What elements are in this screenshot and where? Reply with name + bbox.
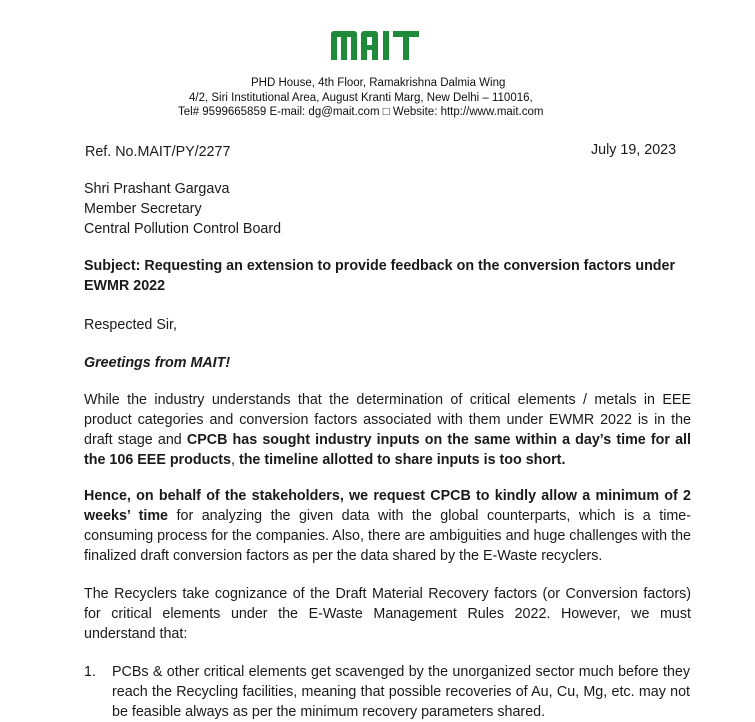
list-item-text: PCBs & other critical elements get scavenged by the unorganized sector much before they reach the Recycling facilities, meaning that possible recoveries of Au, Cu, Mg, etc. may not be feasible always as per the minimum recovery parameters shared. [112,664,690,720]
p1-text-c: , [230,452,239,468]
list-item-number: 1. [84,664,96,680]
p2-text-b: for analyzing the given data with the global counterparts, which is a time-consuming process for the companies. Also, there are ambiguities and huge challenges with the finalized draft conversion factors as per the data shared by the E-Waste recyclers. [84,508,691,564]
greeting: Greetings from MAIT! [84,355,231,371]
addressee-title: Member Secretary [84,201,202,217]
subject-line: Subject: Requesting an extension to provide feedback on the conversion factors under EWMR 2022 [84,258,676,294]
reference-number: Ref. No.MAIT/PY/2277 [85,144,231,160]
address-line-3: Tel# 9599665859 E-mail: dg@mait.com □ Website: http://www.mait.com [178,106,544,118]
salutation: Respected Sir, [84,317,177,333]
addressee-name: Shri Prashant Gargava [84,181,230,197]
p1-text-b: CPCB has sought industry inputs on the same within a day’s time for all the 106 EEE products [84,432,691,468]
address-line-1: PHD House, 4th Floor, Ramakrishna Dalmia Wing [251,77,506,89]
address-line-2: 4/2, Siri Institutional Area, August Kranti Marg, New Delhi – 110016, [189,92,533,104]
letter-date: July 19, 2023 [591,142,677,158]
p1-text-d: the timeline allotted to share inputs is too short. [238,452,566,468]
addressee-organization: Central Pollution Control Board [84,221,282,237]
paragraph-2 [84,486,691,566]
p2-text-a: Hence, on behalf of the stakeholders, we request CPCB to kindly allow a minimum of 2 weeks’ time [84,488,691,524]
addressee-block [84,179,281,239]
p1-text-a: While the industry understands that the determination of critical elements / metals in EEE product categories and conversion factors associated with them under EWMR 2022 is in the draft stage and [84,392,691,448]
paragraph-1 [84,390,691,470]
paragraph-3: The Recyclers take cognizance of the Draft Material Recovery factors (or Conversion factors) for critical elements under the E-Waste Management Rules 2022. However, we must understand that: [84,586,691,642]
mait-logo-graphic [330,28,422,62]
mait-logo [330,28,422,67]
